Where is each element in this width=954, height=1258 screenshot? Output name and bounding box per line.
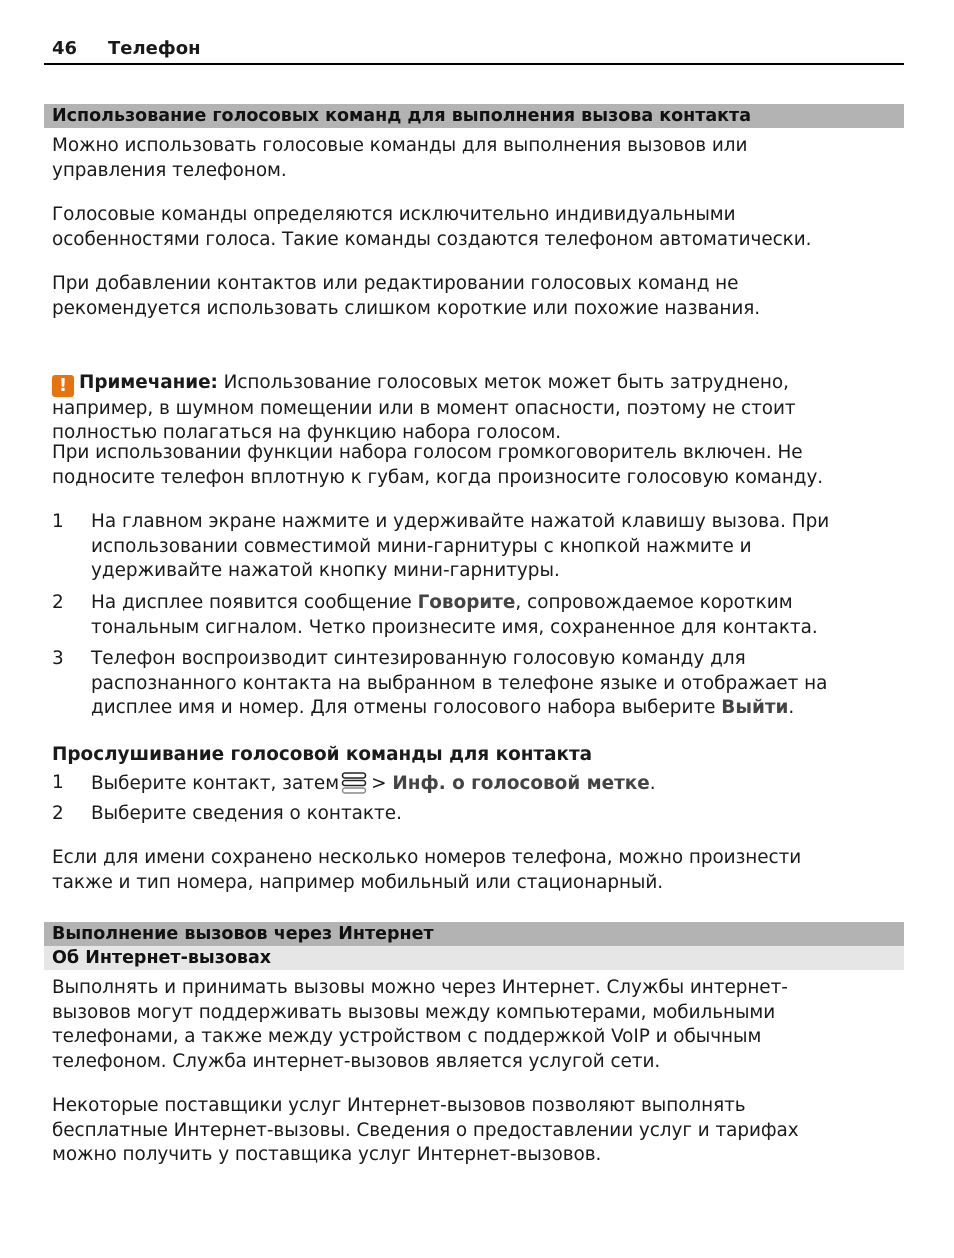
step-text bbox=[91, 647, 891, 721]
step-text-part: . bbox=[788, 697, 795, 719]
subsection-heading-about-internet-calls: Об Интернет-вызовах bbox=[44, 946, 904, 970]
note-label: Примечание: bbox=[79, 371, 218, 393]
step-number: 1 bbox=[52, 772, 64, 793]
step-text bbox=[91, 771, 891, 797]
step-text: Выберите сведения о контакте. bbox=[91, 803, 402, 824]
step-number: 3 bbox=[52, 648, 64, 669]
note-block bbox=[52, 346, 892, 446]
step-text-part: На дисплее появится сообщение bbox=[91, 592, 418, 613]
step-text-part: Выберите контакт, затем bbox=[91, 773, 340, 794]
step-text-part: . bbox=[649, 773, 656, 794]
warning-icon: ! bbox=[52, 375, 74, 397]
ui-label-govorite: Говорите bbox=[417, 592, 516, 613]
menu-item-voice-tag-info: Инф. о голосовой метке bbox=[392, 773, 650, 794]
step-number: 1 bbox=[52, 511, 64, 532]
paragraph: Если для имени сохранено несколько номеров телефона, можно произнести также и тип номера, например мобильный или стационарный. bbox=[52, 847, 802, 893]
step-number: 2 bbox=[52, 803, 64, 824]
paragraph: Можно использовать голосовые команды для выполнения вызовов или управления телефоном. bbox=[52, 135, 748, 181]
page-header bbox=[44, 38, 904, 65]
paragraph: Выполнять и принимать вызовы можно через Интернет. Службы интернет- вызовов могут поддерживать вызовы между компьютерами, мобильными телефонами, а также между устройством с поддержкой VoIP и обычным телефоном. Служба интернет-вызовов является услугой сети. bbox=[52, 977, 788, 1073]
menu-icon bbox=[341, 771, 367, 795]
step-text: На главном экране нажмите и удерживайте нажатой клавишу вызова. При использовании совместимой мини-гарнитуры с кнопкой нажмите и удерживайте нажатой кнопку мини-гарнитуры. bbox=[91, 511, 830, 582]
paragraph: Некоторые поставщики услуг Интернет-вызовов позволяют выполнять бесплатные Интернет-вызовы. Сведения о предоставлении услуг и тарифах можно получить у поставщика услуг Интернет-вызовов. bbox=[52, 1095, 799, 1166]
step-text-part: , сопровождаемое коротким тональным сигналом. Четко произнесите имя, сохраненное для контакта. bbox=[91, 592, 818, 638]
section-heading-voice-commands: Использование голосовых команд для выполнения вызова контакта bbox=[44, 104, 904, 128]
chapter-title: Телефон bbox=[108, 38, 201, 59]
step-text bbox=[91, 591, 891, 640]
paragraph: При использовании функции набора голосом громкоговоритель включен. Не подносите телефон вплотную к губам, когда произносите голосовую команду. bbox=[52, 442, 824, 488]
step-text-part: > bbox=[371, 773, 393, 794]
page-number: 46 bbox=[52, 38, 78, 59]
note-text-rest: например, в шумном помещении или в момент опасности, поэтому не стоит полностью полагаться на функцию набора голосом. bbox=[52, 397, 796, 444]
note-text: Использование голосовых меток может быть затруднено, bbox=[217, 371, 789, 393]
step-number: 2 bbox=[52, 592, 64, 613]
section-heading-internet-calls: Выполнение вызовов через Интернет bbox=[44, 922, 904, 946]
step-text-part: Телефон воспроизводит синтезированную голосовую команду для распознанного контакта на выбранном в телефоне языке и отображает на дисплее имя и номер. Для отмены голосового набора выберите bbox=[91, 648, 828, 719]
ui-label-vyiti: Выйти bbox=[721, 697, 789, 719]
paragraph: Голосовые команды определяются исключительно индивидуальными особенностями голоса. Такие команды создаются телефоном автоматически. bbox=[52, 204, 812, 250]
paragraph: При добавлении контактов или редактировании голосовых команд не рекомендуется использовать слишком короткие или похожие названия. bbox=[52, 273, 761, 319]
subsection-heading: Прослушивание голосовой команды для контакта bbox=[52, 744, 593, 765]
